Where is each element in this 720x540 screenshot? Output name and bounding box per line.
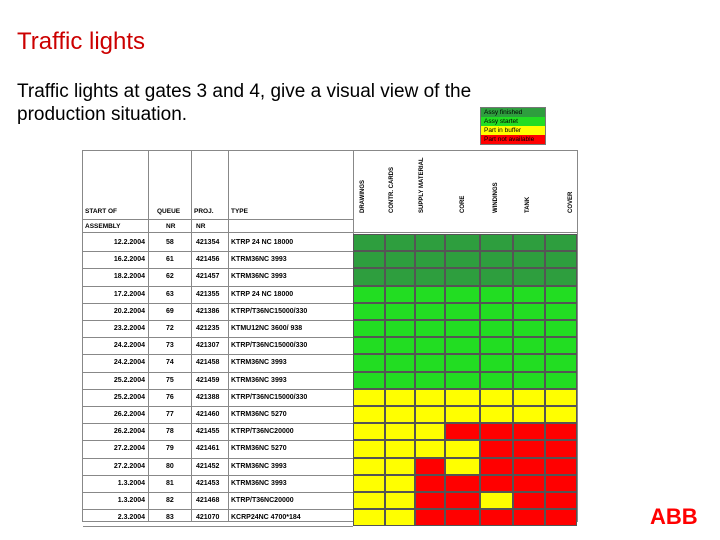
status-cell: [513, 234, 545, 251]
project-cell: 421388: [196, 393, 220, 401]
status-cell: [545, 423, 577, 440]
header-contr-cards: CONTR. CARDS: [389, 167, 395, 213]
status-cell: [353, 251, 385, 268]
date-cell: 24.2.2004: [113, 359, 145, 367]
status-cell: [353, 423, 385, 440]
project-cell: 421456: [196, 256, 220, 264]
project-cell: 421070: [196, 514, 220, 522]
type-cell: KTRP/T36NC15000/330: [231, 307, 308, 315]
table-row: [83, 458, 577, 475]
header-queue: QUEUE: [157, 208, 181, 215]
table-row: [83, 372, 577, 389]
status-cell: [445, 354, 480, 371]
status-cell: [353, 320, 385, 337]
date-cell: 25.2.2004: [113, 376, 145, 384]
table-row: [83, 354, 577, 371]
status-cell: [353, 458, 385, 475]
status-cell: [513, 354, 545, 371]
status-cell: [513, 406, 545, 423]
table-row: [83, 337, 577, 354]
table-row: [83, 268, 577, 285]
header-proj-nr: NR: [196, 223, 206, 230]
type-cell: KTRM36NC 3993: [231, 273, 287, 281]
status-cell: [480, 354, 513, 371]
abb-logo-text: ABB: [650, 505, 698, 527]
status-cell: [415, 406, 445, 423]
type-cell: KTRM36NC 3993: [231, 376, 287, 384]
status-cell: [415, 475, 445, 492]
table-row: [83, 475, 577, 492]
status-cell: [513, 458, 545, 475]
status-cell: [513, 475, 545, 492]
status-cell: [445, 440, 480, 457]
status-cell: [385, 320, 415, 337]
queue-cell: 74: [166, 359, 174, 367]
type-cell: KTRP/T36NC20000: [231, 497, 294, 504]
type-cell: KTMU12NC 3600/ 938: [231, 325, 303, 332]
type-cell: KTRM36NC 3993: [231, 462, 287, 470]
status-cell: [513, 423, 545, 440]
queue-cell: 63: [166, 290, 174, 298]
status-cell: [385, 354, 415, 371]
status-cell: [445, 406, 480, 423]
type-cell: KTRP/T36NC15000/330: [231, 342, 308, 350]
table-row: [83, 251, 577, 268]
header-proj: PROJ.: [194, 208, 214, 215]
table-row: [83, 286, 577, 303]
status-cell: [480, 268, 513, 285]
status-cell: [545, 320, 577, 337]
status-cell: [545, 268, 577, 285]
status-cell: [353, 337, 385, 354]
header-drawings: DRAWINGS: [360, 180, 366, 213]
type-cell: KCRP24NC 4700*184: [231, 514, 301, 522]
table-row: [83, 440, 577, 457]
status-cell: [445, 509, 480, 526]
project-cell: 421355: [196, 290, 220, 298]
status-cell: [480, 492, 513, 509]
header-cover: COVER: [568, 191, 574, 213]
status-cell: [415, 320, 445, 337]
status-cell: [545, 389, 577, 406]
slide-title: Traffic lights: [17, 28, 146, 55]
table-row: [83, 509, 577, 526]
status-cell: [415, 337, 445, 354]
status-cell: [545, 234, 577, 251]
status-cell: [480, 372, 513, 389]
queue-cell: 76: [166, 393, 174, 401]
status-cell: [385, 234, 415, 251]
status-cell: [445, 372, 480, 389]
queue-cell: 83: [166, 514, 174, 522]
status-cell: [385, 440, 415, 457]
status-cell: [545, 492, 577, 509]
queue-cell: 62: [166, 273, 174, 281]
status-cell: [353, 372, 385, 389]
status-cell: [513, 268, 545, 285]
project-cell: 421461: [196, 445, 220, 453]
status-cell: [353, 354, 385, 371]
status-cell: [385, 286, 415, 303]
status-cell: [545, 251, 577, 268]
status-cell: [513, 251, 545, 268]
status-cell: [513, 492, 545, 509]
type-cell: KTRP/T36NC15000/330: [231, 393, 308, 401]
legend-item-part-in-buffer: Part in buffer: [481, 126, 545, 135]
header-divider: [83, 232, 577, 233]
status-cell: [513, 389, 545, 406]
queue-cell: 73: [166, 342, 174, 350]
table-row: [83, 303, 577, 320]
legend-item-part-not-available: Part not available: [481, 135, 545, 144]
date-cell: 25.2.2004: [113, 393, 145, 401]
date-cell: 23.2.2004: [113, 325, 145, 332]
status-cell: [415, 354, 445, 371]
status-cell: [480, 337, 513, 354]
abb-logo: [650, 505, 704, 527]
status-cell: [480, 406, 513, 423]
date-cell: 26.2.2004: [113, 428, 145, 436]
status-cell: [353, 509, 385, 526]
date-cell: 1.3.2004: [117, 479, 145, 487]
status-cell: [480, 234, 513, 251]
status-cell: [353, 303, 385, 320]
status-cell: [545, 509, 577, 526]
queue-cell: 78: [166, 428, 174, 436]
type-cell: KTRM36NC 5270: [231, 445, 287, 453]
date-cell: 1.3.2004: [117, 497, 145, 504]
status-cell: [480, 251, 513, 268]
status-cell: [415, 458, 445, 475]
status-cell: [385, 458, 415, 475]
row-divider: [83, 526, 353, 527]
project-cell: 421453: [196, 479, 220, 487]
status-cell: [385, 303, 415, 320]
status-cell: [385, 492, 415, 509]
status-cell: [445, 492, 480, 509]
project-cell: 421457: [196, 273, 220, 281]
status-cell: [385, 475, 415, 492]
status-cell: [353, 492, 385, 509]
status-cell: [415, 389, 445, 406]
status-cell: [445, 268, 480, 285]
project-cell: 421386: [196, 307, 220, 315]
status-cell: [353, 440, 385, 457]
header-queue-nr: NR: [166, 223, 176, 230]
status-cell: [385, 372, 415, 389]
status-cell: [415, 286, 445, 303]
status-cell: [545, 286, 577, 303]
status-cell: [415, 423, 445, 440]
date-cell: 18.2.2004: [113, 273, 145, 281]
status-cell: [415, 509, 445, 526]
date-cell: 24.2.2004: [113, 342, 145, 350]
table-row: [83, 234, 577, 251]
status-cell: [545, 303, 577, 320]
status-cell: [445, 303, 480, 320]
date-cell: 17.2.2004: [113, 290, 145, 298]
queue-cell: 80: [166, 462, 174, 470]
status-cell: [513, 372, 545, 389]
type-cell: KTRM36NC 5270: [231, 411, 287, 418]
legend-item-assy-finished: Assy finished: [481, 108, 545, 117]
table-row: [83, 389, 577, 406]
status-cell: [353, 286, 385, 303]
date-cell: 26.2.2004: [113, 411, 145, 418]
type-cell: KTRM36NC 3993: [231, 479, 287, 487]
traffic-lights-table: [82, 150, 578, 522]
type-cell: KTRP/T36NC20000: [231, 428, 294, 436]
header-supply-material: SUPPLY MATERIAL: [419, 157, 425, 213]
status-cell: [513, 286, 545, 303]
table-row: [83, 406, 577, 423]
status-cell: [385, 389, 415, 406]
header-assembly: ASSEMBLY: [85, 223, 121, 230]
project-cell: 421307: [196, 342, 220, 350]
status-cell: [480, 303, 513, 320]
status-cell: [385, 509, 415, 526]
status-cell: [545, 337, 577, 354]
status-cell: [385, 337, 415, 354]
queue-cell: 72: [166, 325, 174, 332]
status-cell: [545, 458, 577, 475]
legend-item-assy-started: Assy startet: [481, 117, 545, 126]
status-cell: [415, 251, 445, 268]
header-tank: TANK: [525, 196, 531, 213]
queue-cell: 58: [166, 239, 174, 246]
status-cell: [385, 251, 415, 268]
type-cell: KTRM36NC 3993: [231, 359, 287, 367]
status-cell: [513, 303, 545, 320]
date-cell: 27.2.2004: [113, 445, 145, 453]
type-cell: KTRP 24 NC 18000: [231, 239, 294, 246]
status-cell: [385, 406, 415, 423]
project-cell: 421455: [196, 428, 220, 436]
status-cell: [415, 440, 445, 457]
queue-cell: 81: [166, 479, 174, 487]
status-cell: [445, 286, 480, 303]
status-cell: [445, 320, 480, 337]
header-core: CORE: [460, 195, 466, 213]
legend: [480, 107, 546, 145]
project-cell: 421354: [196, 239, 220, 246]
status-cell: [480, 423, 513, 440]
status-cell: [385, 268, 415, 285]
status-cell: [545, 406, 577, 423]
status-cell: [480, 440, 513, 457]
status-cell: [415, 492, 445, 509]
status-cell: [445, 458, 480, 475]
status-cell: [445, 475, 480, 492]
status-cell: [545, 372, 577, 389]
table-row: [83, 423, 577, 440]
status-cell: [480, 458, 513, 475]
type-cell: KTRP 24 NC 18000: [231, 290, 294, 298]
status-cell: [480, 389, 513, 406]
status-cell: [545, 475, 577, 492]
date-cell: 16.2.2004: [113, 256, 145, 264]
status-cell: [513, 509, 545, 526]
queue-cell: 75: [166, 376, 174, 384]
status-cell: [480, 320, 513, 337]
date-cell: 12.2.2004: [113, 239, 145, 246]
status-cell: [480, 475, 513, 492]
status-cell: [415, 234, 445, 251]
status-cell: [513, 440, 545, 457]
header-divider: [83, 219, 353, 220]
status-cell: [353, 406, 385, 423]
queue-cell: 79: [166, 445, 174, 453]
slide-subtitle: Traffic lights at gates 3 and 4, give a visual view of the production situation.: [17, 81, 472, 125]
status-cell: [385, 423, 415, 440]
status-cell: [545, 440, 577, 457]
status-cell: [480, 509, 513, 526]
status-cell: [445, 423, 480, 440]
header-start-of: START OF: [85, 208, 118, 215]
project-cell: 421452: [196, 462, 220, 470]
header-windings: WINDINGS: [493, 182, 499, 213]
status-cell: [545, 354, 577, 371]
project-cell: 421458: [196, 359, 220, 367]
project-cell: 421459: [196, 376, 220, 384]
status-cell: [353, 475, 385, 492]
status-cell: [513, 337, 545, 354]
type-cell: KTRM36NC 3993: [231, 256, 287, 264]
status-cell: [445, 337, 480, 354]
status-cell: [353, 389, 385, 406]
status-cell: [445, 234, 480, 251]
queue-cell: 82: [166, 497, 174, 504]
table-row: [83, 492, 577, 509]
header-type: TYPE: [231, 208, 248, 215]
status-cell: [445, 251, 480, 268]
status-cell: [445, 389, 480, 406]
project-cell: 421468: [196, 497, 220, 504]
status-cell: [480, 286, 513, 303]
status-cell: [415, 303, 445, 320]
table-row: [83, 320, 577, 337]
queue-cell: 77: [166, 411, 174, 418]
status-cell: [513, 320, 545, 337]
project-cell: 421235: [196, 325, 220, 332]
status-cell: [353, 268, 385, 285]
queue-cell: 69: [166, 307, 174, 315]
date-cell: 2.3.2004: [117, 514, 145, 522]
status-cell: [415, 372, 445, 389]
date-cell: 27.2.2004: [113, 462, 145, 470]
project-cell: 421460: [196, 411, 220, 418]
status-cell: [353, 234, 385, 251]
date-cell: 20.2.2004: [113, 307, 145, 315]
queue-cell: 61: [166, 256, 174, 264]
status-cell: [415, 268, 445, 285]
